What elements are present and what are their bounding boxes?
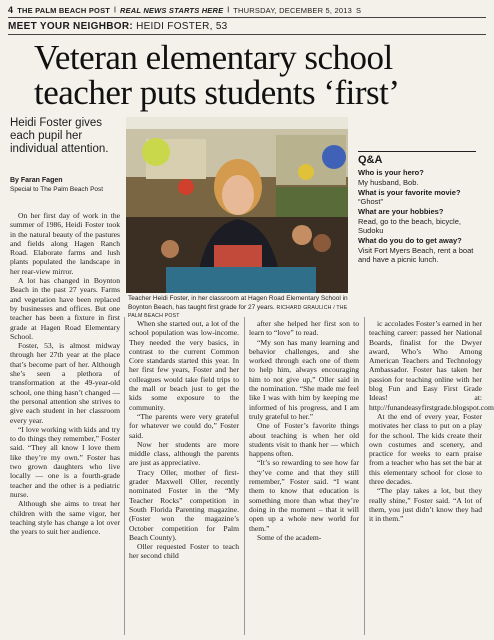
deck: Heidi Foster gives each pupil her individual attention. xyxy=(10,117,109,155)
paragraph: Now her students are more middle class, although the parents are just as appreciative. xyxy=(129,439,239,468)
page-number: 4 xyxy=(8,5,14,15)
article-column-2 xyxy=(129,319,239,561)
qa-question: What do you do to get away? xyxy=(358,236,462,246)
qa-answer: My husband, Bob. xyxy=(358,177,419,187)
kicker-label: MEET YOUR NEIGHBOR: xyxy=(8,21,133,32)
qa-question: Who is your hero? xyxy=(358,168,424,178)
qa-title: Q&A xyxy=(358,151,476,165)
headline: Veteran elementary school teacher puts students ‘first’ xyxy=(34,38,400,112)
qa-question: What is your favorite movie? xyxy=(358,187,461,197)
paragraph: Although she aims to treat her children with the same vigor, her teaching style has change a lot over the years to suit her audience. xyxy=(10,499,120,537)
qa-answer: Read, go to the beach, bicycle, Sudoku xyxy=(358,216,461,236)
qa-sidebar xyxy=(358,151,476,286)
paper-name: THE PALM BEACH POST xyxy=(17,5,111,15)
column-divider xyxy=(244,317,245,635)
byline-author: By Faran Fagen xyxy=(10,177,63,184)
issue-date: THURSDAY, DECEMBER 5, 2013 xyxy=(233,5,352,15)
edition-suffix: S xyxy=(355,5,362,15)
newspaper-page xyxy=(4,3,494,637)
paragraph: At the end of every year, Foster motivates her class to put on a play for the school. The kids create their own costumes and scenery, and practice for weeks to earn praise from a teacher who has set the bar at this elementary school for close to three decades. xyxy=(369,411,482,487)
column-divider xyxy=(364,317,365,635)
paragraph: Oller requested Foster to teach her second child xyxy=(129,542,239,561)
paragraph: When she started out, a lot of the school population was low-income. They needed the very basics, in contrast to the current Common Core standards started this year. In her first few years, Foster and her colleagues would take field trips to the mall or beach just to get the kids some exposure to the community. xyxy=(129,319,239,412)
paragraph: A lot has changed in Boynton Beach in the past 27 years. Farms and vegetation have been replaced by businesses and offices. But one teacher has been a fixture in first grade at Hagen Road Elementary School. xyxy=(10,276,120,341)
kicker xyxy=(8,21,228,32)
photo-caption xyxy=(128,295,348,321)
column-divider xyxy=(124,317,125,635)
byline-role: Special to The Palm Beach Post xyxy=(10,185,104,193)
paragraph: Some of the academ- xyxy=(257,532,322,542)
classroom-photo-illustration xyxy=(126,117,348,293)
paragraph: after she helped her first son to learn to “love” to read. xyxy=(249,319,359,338)
page-header: 4 THE PALM BEACH POST | REAL NEWS STARTS HERE | THURSDAY, DECEMBER 5, 2013 S xyxy=(8,5,362,15)
paragraph: “It’s so rewarding to see how far they’ve come and that they still remember,” Foster said. “I want them to know that education is something more than what they’re doing in the moment – that it will open up a whole new world for them.” xyxy=(249,458,359,533)
paragraph: “The play takes a lot, but they really shine,” Foster said. “A lot of them, you just didn’t know they had it in them.” xyxy=(369,486,482,524)
byline xyxy=(10,177,122,194)
kicker-name: HEIDI FOSTER, 53 xyxy=(136,21,228,32)
qa-answer: Visit Fort Myers Beach, rent a boat and have a picnic lunch. xyxy=(358,245,474,264)
paragraph: “The parents were very grateful for whatever we could do,” Foster said. xyxy=(129,411,239,440)
header-rule xyxy=(8,17,486,18)
paragraph: ic accolades Foster’s earned in her teaching career: passed her National Boards, finalist for the Dwyer award, Who’s Who Among American Teachers and Technology Ambassador. Foster has taken her passion for teaching online with her blog Fun and Easy First Grade Ideas! at: http://funandeasyfirstgrade.blogspot.com xyxy=(369,319,494,412)
paragraph: Tracy Oller, mother of first-grader Maxwell Oller, recently nominated Foster in the “My Teacher Rocks” competition in South Florida Parenting magazine. (Foster won the magazine’s October competition for Palm Beach County). xyxy=(129,467,239,542)
article-column-4 xyxy=(369,319,494,524)
paragraph: On her first day of work in the summer of 1986, Heidi Foster took in the natural beauty of the pastures and fields along Hagen Ranch Road. Elaborate farms and lush plants populated the landscape in her rear-view mirror. xyxy=(10,211,120,276)
qa-answer: “Ghost” xyxy=(358,197,384,207)
paragraph: “I love working with kids and try to do things they remember,” Foster said. “They all know I love them like they’re my own.” Foster has two grown daughters who live locally — one is a fourth-grade teacher and the other is a pediatric nurse. xyxy=(10,424,120,499)
qa-question: What are your hobbies? xyxy=(358,207,444,217)
paragraph: One of Foster’s favorite things about teaching is when her old students visit to thank her — which happens often. xyxy=(249,421,359,459)
caption-text: Teacher Heidi Foster, in her classroom at Hagen Road Elementary School in Boynton Beach, has taught first grade for 27 years. xyxy=(128,295,348,311)
article-column-3 xyxy=(249,319,359,542)
paragraph: “My son has many learning and behavior challenges, and she worked through each one of them to help him, always encouraging him to not give up,” Oller said in the nomination. “She made me feel like I was with him by keeping me informed of his progress, and I am truly grateful to her.” xyxy=(249,337,359,421)
kicker-rule xyxy=(8,34,486,35)
teacher-photo xyxy=(126,117,348,293)
photo-credit: RICHARD GRAULICH / THE PALM BEACH POST xyxy=(128,304,348,320)
article-column-1 xyxy=(10,211,120,536)
section-tag: REAL NEWS STARTS HERE xyxy=(119,5,224,15)
paragraph: Foster, 53, is almost midway through her 27th year at the place that’s become part of her. Although she’s seen a plethora of transformation at the 49-year-old school, one thing hasn’t changed — the personal attention she strives to give each student in her classroom every year. xyxy=(10,341,120,425)
